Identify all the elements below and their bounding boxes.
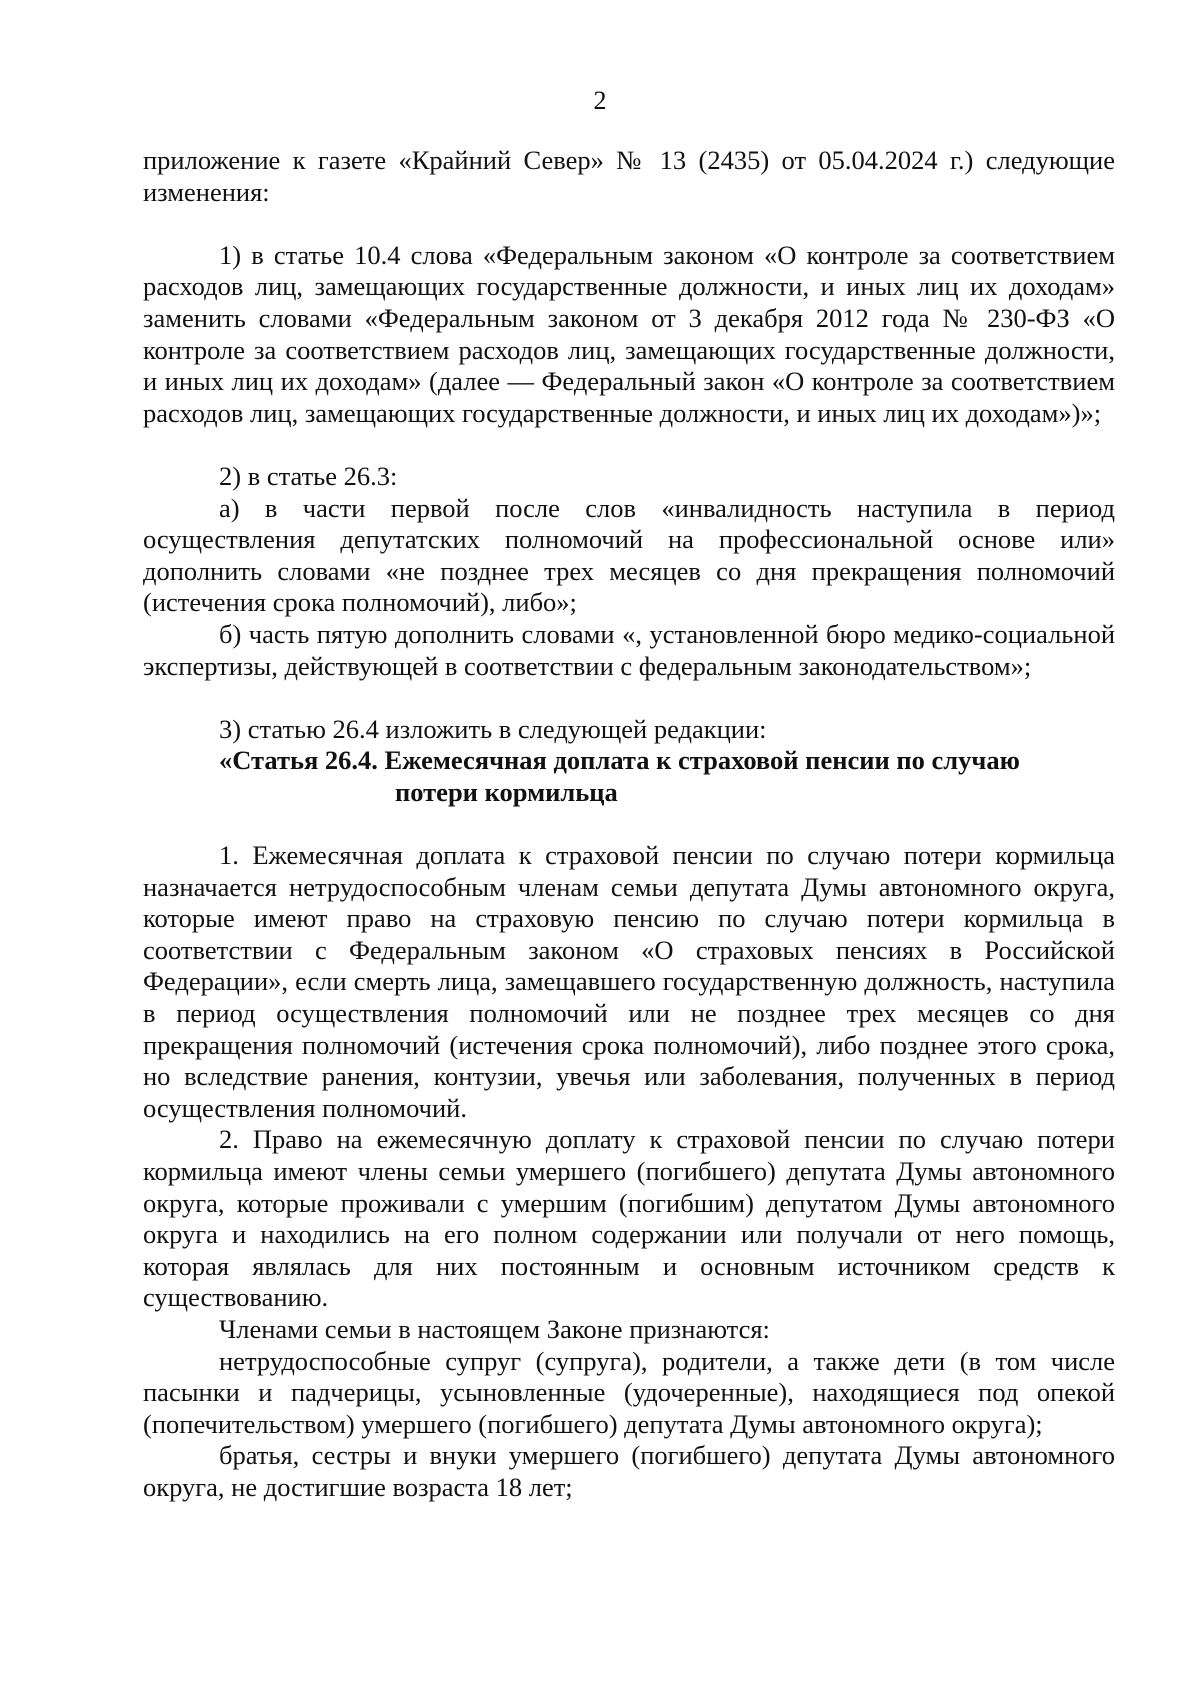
- amendment-item-1: 1) в статье 10.4 слова «Федеральным законом «О контроле за соответствием расходов лиц, замещающих государственные должности, и иных лиц их доходам» заменить словами «Федеральным законом от 3 декабря 2012 года № 230-ФЗ «О контроле за соответствием расходов лиц, замещающих государственные должности, и иных лиц их доходам» (далее — Федеральный закон «О контроле за соответствием расходов лиц, замещающих государственные должности, и иных лиц их доходам»)»;: [143, 239, 1115, 428]
- article-heading: [143, 745, 1115, 808]
- article-clause-1: 1. Ежемесячная доплата к страховой пенсии по случаю потери кормильца назначается нетрудоспособным членам семьи депутата Думы автономного округа, которые имеют право на страховую пенсию по случаю потери кормильца в соответствии с Федеральным законом «О страховых пенсиях в Российской Федерации», если смерть лица, замещавшего государственную должность, наступила в период осуществления полномочий или не позднее трех месяцев со дня прекращения полномочий (истечения срока полномочий), либо позднее этого срока, но вследствие ранения, контузии, увечья или заболевания, полученных в период осуществления полномочий.: [143, 840, 1115, 1123]
- article-heading-line1: «Статья 26.4. Ежемесячная доплата к страховой пенсии по случаю: [219, 745, 1020, 776]
- amendment-item-3: 3) статью 26.4 изложить в следующей редакции:: [219, 713, 767, 744]
- intro-paragraph: приложение к газете «Крайний Север» № 13 (2435) от 05.04.2024 г.) следующие изменения:: [143, 145, 1115, 207]
- page-number: 2: [593, 86, 607, 115]
- amendment-item-2a: а) в части первой после слов «инвалидность наступила в период осуществления депутатских полномочий на профессиональной основе или» дополнить словами «не позднее трех месяцев со дня прекращения полномочий (истечения срока полномочий), либо»;: [143, 492, 1115, 618]
- amendment-item-2b: б) часть пятую дополнить словами «, установленной бюро медико-социальной экспертизы, действующей в соответствии с федеральным законодательством»;: [143, 618, 1115, 681]
- amendment-item-2: 2) в статье 26.3:: [219, 460, 398, 491]
- article-heading-line2: потери кормильца: [395, 776, 618, 807]
- family-members-item-1: нетрудоспособные супруг (супруга), родители, а также дети (в том числе пасынки и падчерицы, усыновленные (удочеренные), находящиеся под опекой (попечительством) умершего (погибшего) депутата Думы автономного округа);: [143, 1345, 1115, 1439]
- document-body: [143, 145, 1115, 1504]
- article-clause-2: 2. Право на ежемесячную доплату к страховой пенсии по случаю потери кормильца имеют члены семьи умершего (погибшего) депутата Думы автономного округа, которые проживали с умершим (погибшим) депутатом Думы автономного округа и находились на его полном содержании или получали от него помощь, которая являлась для них постоянным и основным источником средств к существованию.: [143, 1124, 1115, 1313]
- family-members-item-2: братья, сестры и внуки умершего (погибшего) депутата Думы автономного округа, не достигшие возраста 18 лет;: [143, 1440, 1115, 1502]
- family-members-intro: Членами семьи в настоящем Законе признаются:: [219, 1313, 770, 1344]
